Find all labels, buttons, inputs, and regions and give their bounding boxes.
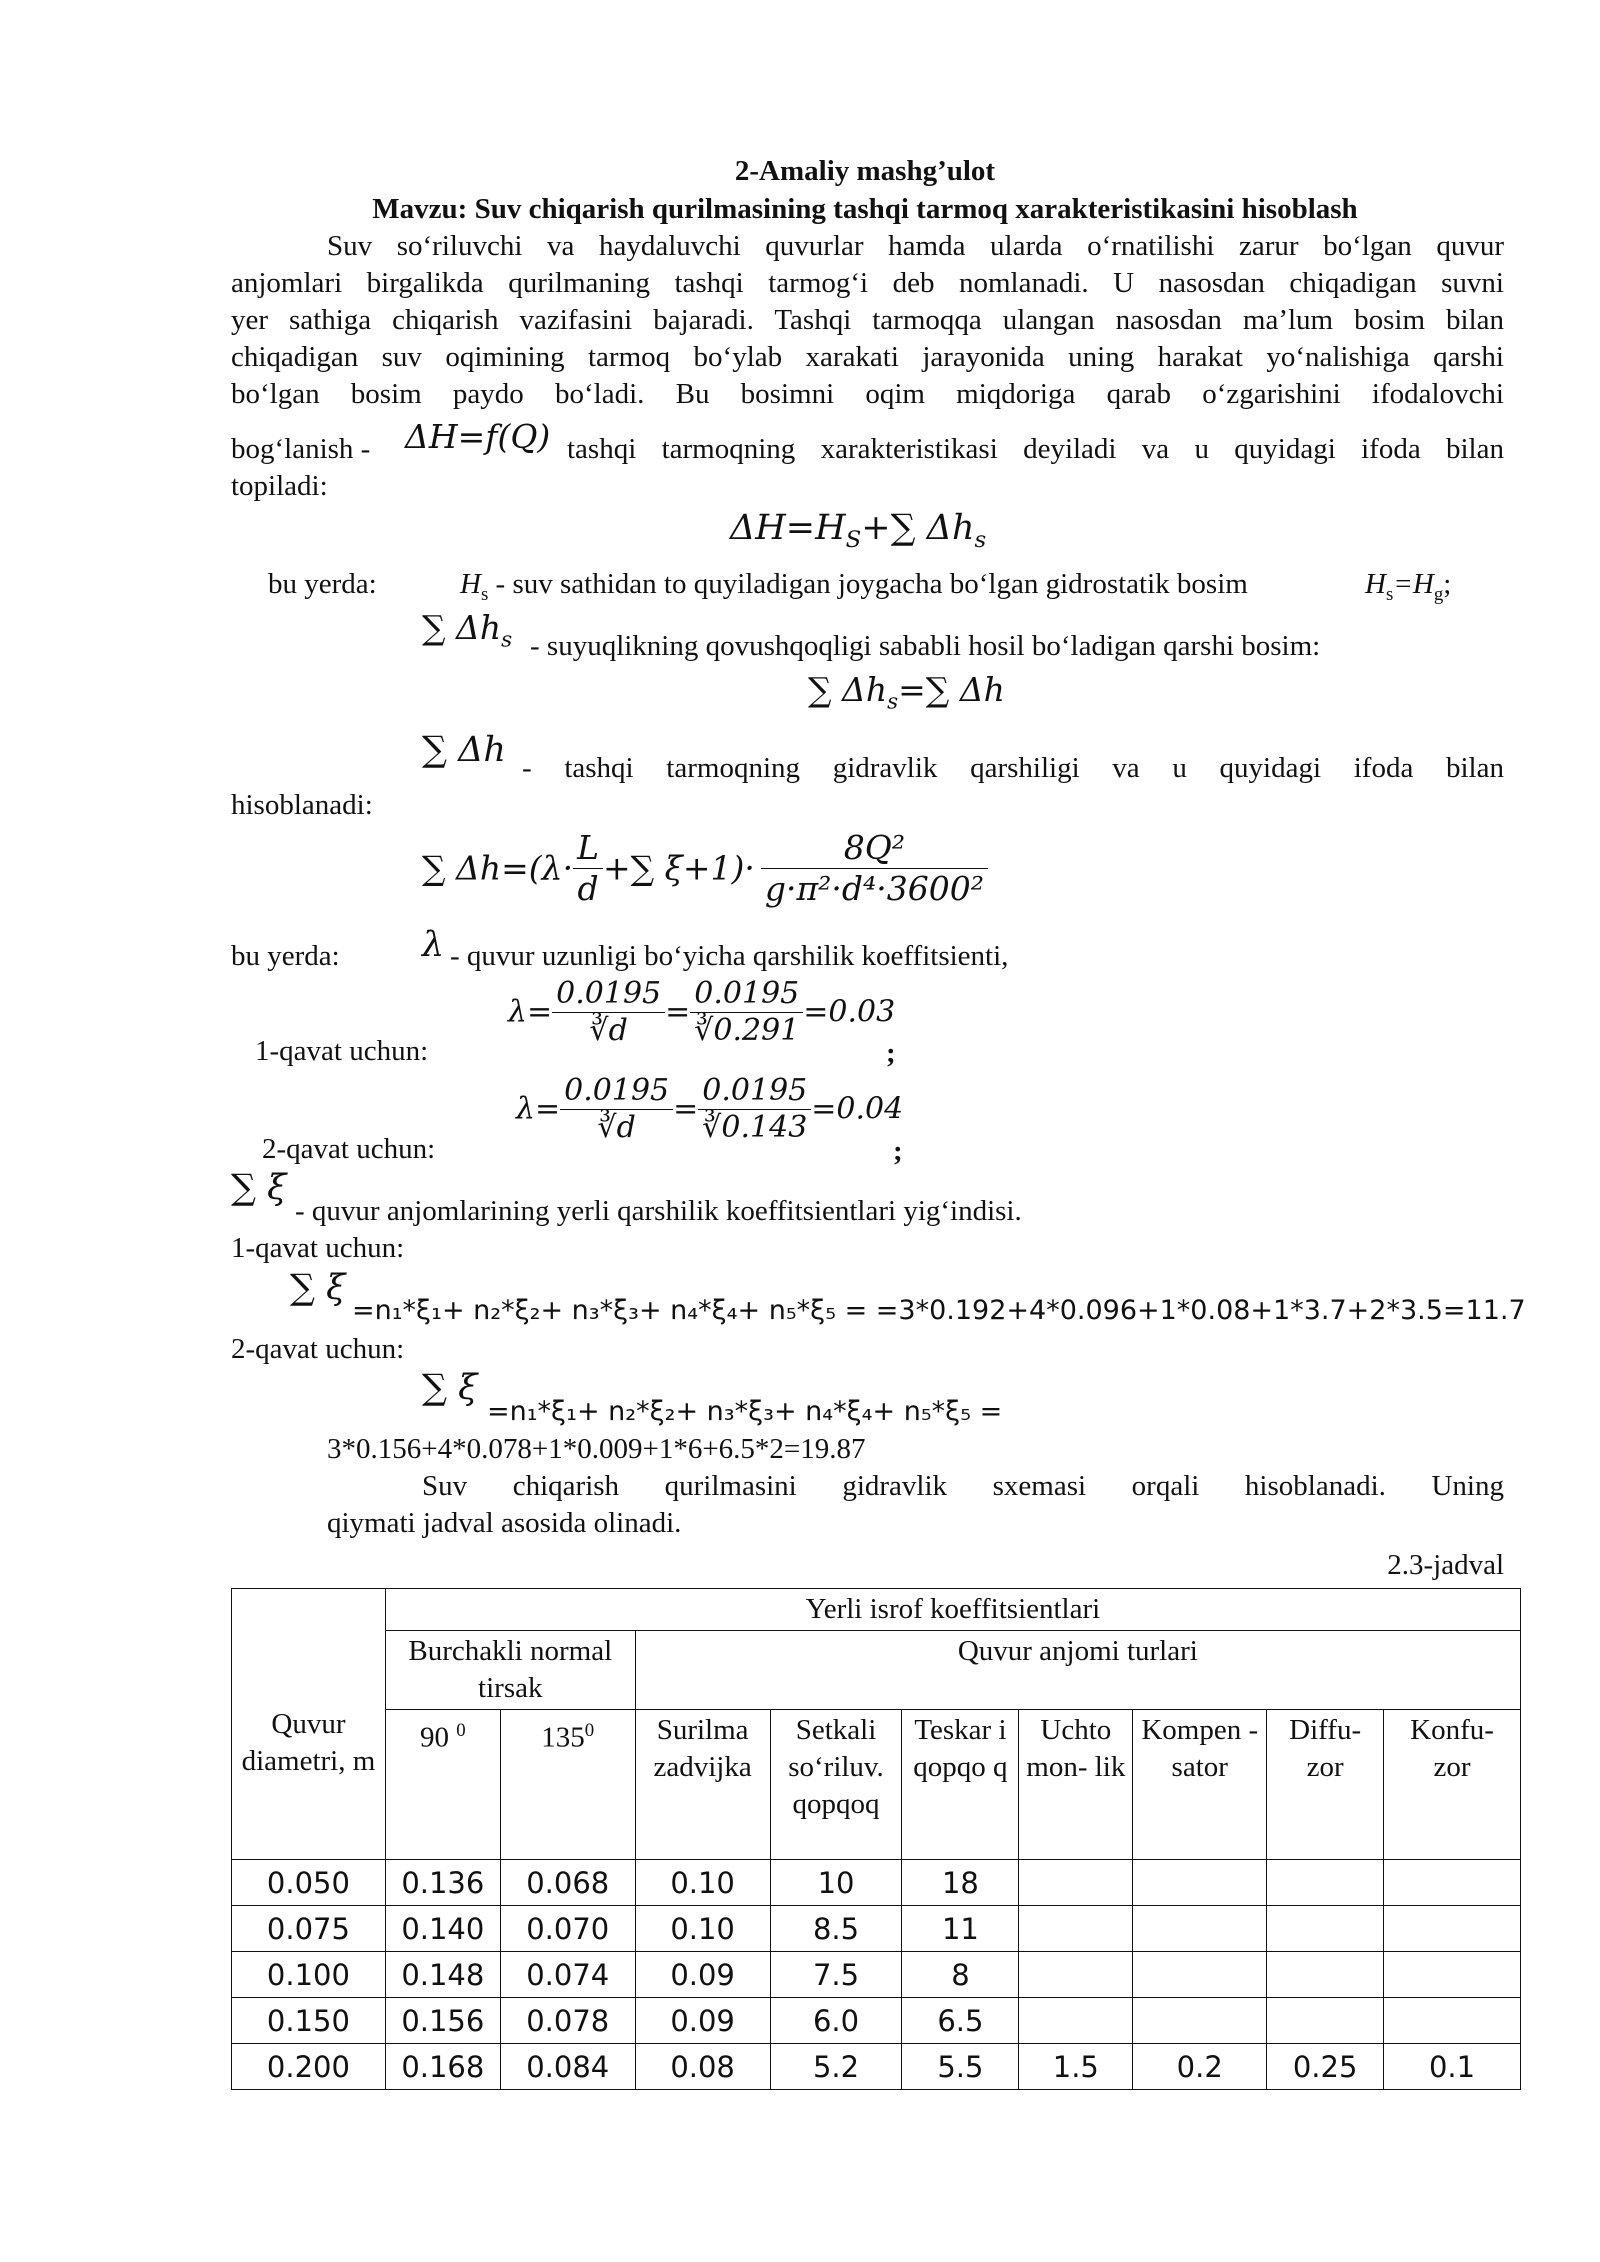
q2-label: 2-qavat uchun: (231, 1333, 405, 1365)
table-cell: 8 (902, 1952, 1019, 1998)
header-col-135: $135^0$ (500, 1710, 635, 1860)
xi-symbol: ∑ ξ (231, 1168, 287, 1208)
closing-line-1: Suv chiqarish qurilmasini gidravlik sxemasi orqali hisoblanadi. Uning (422, 1470, 1504, 1502)
table-cell: 0.25 (1267, 2044, 1384, 2090)
page-title: 2-Amaliy mashg’ulot (734, 155, 996, 187)
table-cell: 11 (902, 1906, 1019, 1952)
q2-expression: =n₁*ξ₁+ n₂*ξ₂+ n₃*ξ₃+ n₄*ξ₄+ n₅*ξ₅ = (487, 1396, 1003, 1427)
table-cell: 0.140 (385, 1906, 500, 1952)
table-cell: 0.156 (385, 1998, 500, 2044)
layer2-semicolon: ; (893, 1135, 903, 1167)
table-cell: 0.200 (232, 2044, 386, 2090)
header-col-uchto: Uchto mon- lik (1019, 1710, 1133, 1860)
table-cell (1267, 1952, 1384, 1998)
header-elbow: Burchakli normal tirsak (385, 1631, 635, 1710)
table-cell: 0.10 (635, 1906, 770, 1952)
table-cell (1267, 1998, 1384, 2044)
topiladi-label: topiladi: (231, 470, 328, 502)
layer1-semicolon: ; (886, 1037, 896, 1069)
q1-sum-symbol: ∑ ξ (290, 1268, 346, 1308)
table-cell (1267, 1906, 1384, 1952)
table-cell: 5.5 (902, 2044, 1019, 2090)
closing-line-2: qiymati jadval asosida olinadi. (327, 1507, 682, 1539)
header-col-konfu: Konfu- zor (1384, 1710, 1521, 1860)
intro-line-2: anjomlari birgalikda qurilmaning tashqi tarmog‘i deb nomlanadi. U nasosdan chiqadigan suvni (231, 267, 1504, 299)
q1-label: 1-qavat uchun: (231, 1232, 405, 1264)
sum-dh-symbol: ∑ Δh (422, 730, 506, 770)
table-row (232, 1860, 1521, 1906)
bu-yerda-label-2: bu yerda: (231, 940, 340, 972)
table-cell (1019, 1860, 1133, 1906)
table-row (232, 1998, 1521, 2044)
table-cell (1384, 1860, 1521, 1906)
table-cell (1133, 1952, 1267, 1998)
hisoblanadi-label: hisoblanadi: (231, 789, 373, 821)
table-cell (1019, 1952, 1133, 1998)
header-col-diffu: Diffu- zor (1267, 1710, 1384, 1860)
bog-suffix: tashqi tarmoqning xarakteristikasi deyiladi va u quyidagi ifoda bilan (567, 433, 1504, 465)
xi-text: - quvur anjomlarining yerli qarshilik koeffitsientlari yig‘indisi. (295, 1195, 1022, 1227)
table-cell: 0.074 (500, 1952, 635, 1998)
table-row (232, 1906, 1521, 1952)
q2-expression-line2: 3*0.156+4*0.078+1*0.009+1*6+6.5*2=19.87 (327, 1433, 866, 1465)
table-cell: 6.5 (902, 1998, 1019, 2044)
bu-yerda-label-1: bu yerda: (268, 568, 377, 600)
table-cell (1267, 1860, 1384, 1906)
header-col-surilma: Surilma zadvijka (635, 1710, 770, 1860)
table-row (232, 1952, 1521, 1998)
sum-dhs-text: - suyuqlikning qovushqoqligi sababli hosil bo‘ladigan qarshi bosim: (530, 630, 1321, 662)
table-cell: 0.084 (500, 2044, 635, 2090)
table-cell (1133, 1860, 1267, 1906)
bog-prefix: bog‘lanish - (231, 433, 371, 465)
coefficients-table (231, 1588, 1521, 2090)
table-cell: 0.148 (385, 1952, 500, 1998)
table-cell: 0.150 (232, 1998, 386, 2044)
header-col-teskari: Teskar i qopqo q (902, 1710, 1019, 1860)
table-cell: 0.09 (635, 1998, 770, 2044)
header-col-90: 90 $^0$ (385, 1710, 500, 1860)
header-diameter: Quvur diametri, m (232, 1589, 386, 1860)
layer2-lambda-formula: λ= $\frac{0.0195}{∛d}$ = $\frac{0.0195}{∛0.143}$ =0.04 (516, 1073, 904, 1145)
table-cell (1019, 1998, 1133, 2044)
header-fittings: Quvur anjomi turlari (635, 1631, 1520, 1710)
intro-line-3: yer sathiga chiqarish vazifasini bajaradi. Tashqi tarmoqqa ulangan nasosdan ma’lum bosim bilan (231, 304, 1504, 336)
table-cell: 10 (770, 1860, 902, 1906)
table-cell (1133, 1906, 1267, 1952)
sum-dhs-symbol: ∑ $\Delta h_s$ (422, 608, 513, 653)
bog-formula: ΔH=f(Q) (405, 417, 551, 456)
main-formula: $\Delta H=H_S+\sum$ $\Delta h_s$ (730, 508, 987, 553)
table-cell: 1.5 (1019, 2044, 1133, 2090)
intro-line-4: chiqadigan suv oqimining tarmoq bo‘ylab xarakati jarayonida uning harakat yo‘nalishiga qarshi (231, 341, 1504, 373)
table-cell: 0.075 (232, 1906, 386, 1952)
table-cell: 18 (902, 1860, 1019, 1906)
intro-line-1: Suv so‘riluvchi va haydaluvchi quvurlar hamda ularda o‘rnatilishi zarur bo‘lgan quvur (327, 230, 1504, 262)
table-cell (1384, 1906, 1521, 1952)
page-subtitle: Mavzu: Suv chiqarish qurilmasining tashqi tarmoq xarakteristikasini hisoblash (372, 193, 1358, 225)
table-cell: 0.070 (500, 1906, 635, 1952)
table-cell: 0.078 (500, 1998, 635, 2044)
eq-sum-dhs: ∑ $\Delta h_s=\sum$ Δh (808, 670, 1005, 715)
table-cell: 6.0 (770, 1998, 902, 2044)
q1-expression: =n₁*ξ₁+ n₂*ξ₂+ n₃*ξ₃+ n₄*ξ₄+ n₅*ξ₅ = =3*0.192+4*0.096+1*0.08+1*3.7+2*3.5=11.7 (352, 1295, 1526, 1326)
table-cell: 0.10 (635, 1860, 770, 1906)
table-cell: 0.100 (232, 1952, 386, 1998)
table-cell (1133, 1998, 1267, 2044)
header-col-setkali: Setkali so‘riluv. qopqoq (770, 1710, 902, 1860)
table-cell: 0.068 (500, 1860, 635, 1906)
header-group: Yerli isrof koeffitsientlari (385, 1589, 1520, 1631)
sum-dh-text: - tashqi tarmoqning gidravlik qarshiligi va u quyidagi ifoda bilan (522, 752, 1504, 784)
table-cell: 0.2 (1133, 2044, 1267, 2090)
table-cell: 0.136 (385, 1860, 500, 1906)
lambda-symbol: λ (422, 925, 445, 965)
q2-sum-symbol: ∑ ξ (422, 1368, 478, 1408)
hs-equality: $H_s=H_g$; (1365, 568, 1452, 605)
big-formula: ∑ Δh=(λ· $\frac{L}{d}$ +∑ ξ+1)· $\frac{\text{8Q²}}{\text{g·π²·d⁴·3600²}}$ (422, 828, 988, 909)
table-cell: 0.050 (232, 1860, 386, 1906)
hs-definition: $H_s$ - suv sathidan to quyiladigan joygacha bo‘lgan gidrostatik bosim (460, 568, 1248, 605)
table-row (232, 2044, 1521, 2090)
intro-line-5: bo‘lgan bosim paydo bo‘ladi. Bu bosimni oqim miqdoriga qarab o‘zgarishini ifodalovchi (231, 378, 1504, 410)
lambda-text: - quvur uzunligi bo‘yicha qarshilik koeffitsienti, (450, 940, 1009, 972)
layer1-lambda-formula: λ= $\frac{0.0195}{∛d}$ = $\frac{0.0195}{∛0.291}$ =0.03 (508, 976, 896, 1048)
layer2-label: 2-qavat uchun: (262, 1133, 436, 1165)
table-cell: 5.2 (770, 2044, 902, 2090)
table-cell: 7.5 (770, 1952, 902, 1998)
layer1-label: 1-qavat uchun: (255, 1035, 429, 1067)
table-cell: 0.09 (635, 1952, 770, 1998)
table-caption: 2.3-jadval (1387, 1549, 1504, 1581)
table-cell: 0.168 (385, 2044, 500, 2090)
table-cell (1384, 1952, 1521, 1998)
table-cell: 8.5 (770, 1906, 902, 1952)
table-cell (1019, 1906, 1133, 1952)
header-col-kompen: Kompen -sator (1133, 1710, 1267, 1860)
table-cell: 0.1 (1384, 2044, 1521, 2090)
table-cell (1384, 1998, 1521, 2044)
table-cell: 0.08 (635, 2044, 770, 2090)
